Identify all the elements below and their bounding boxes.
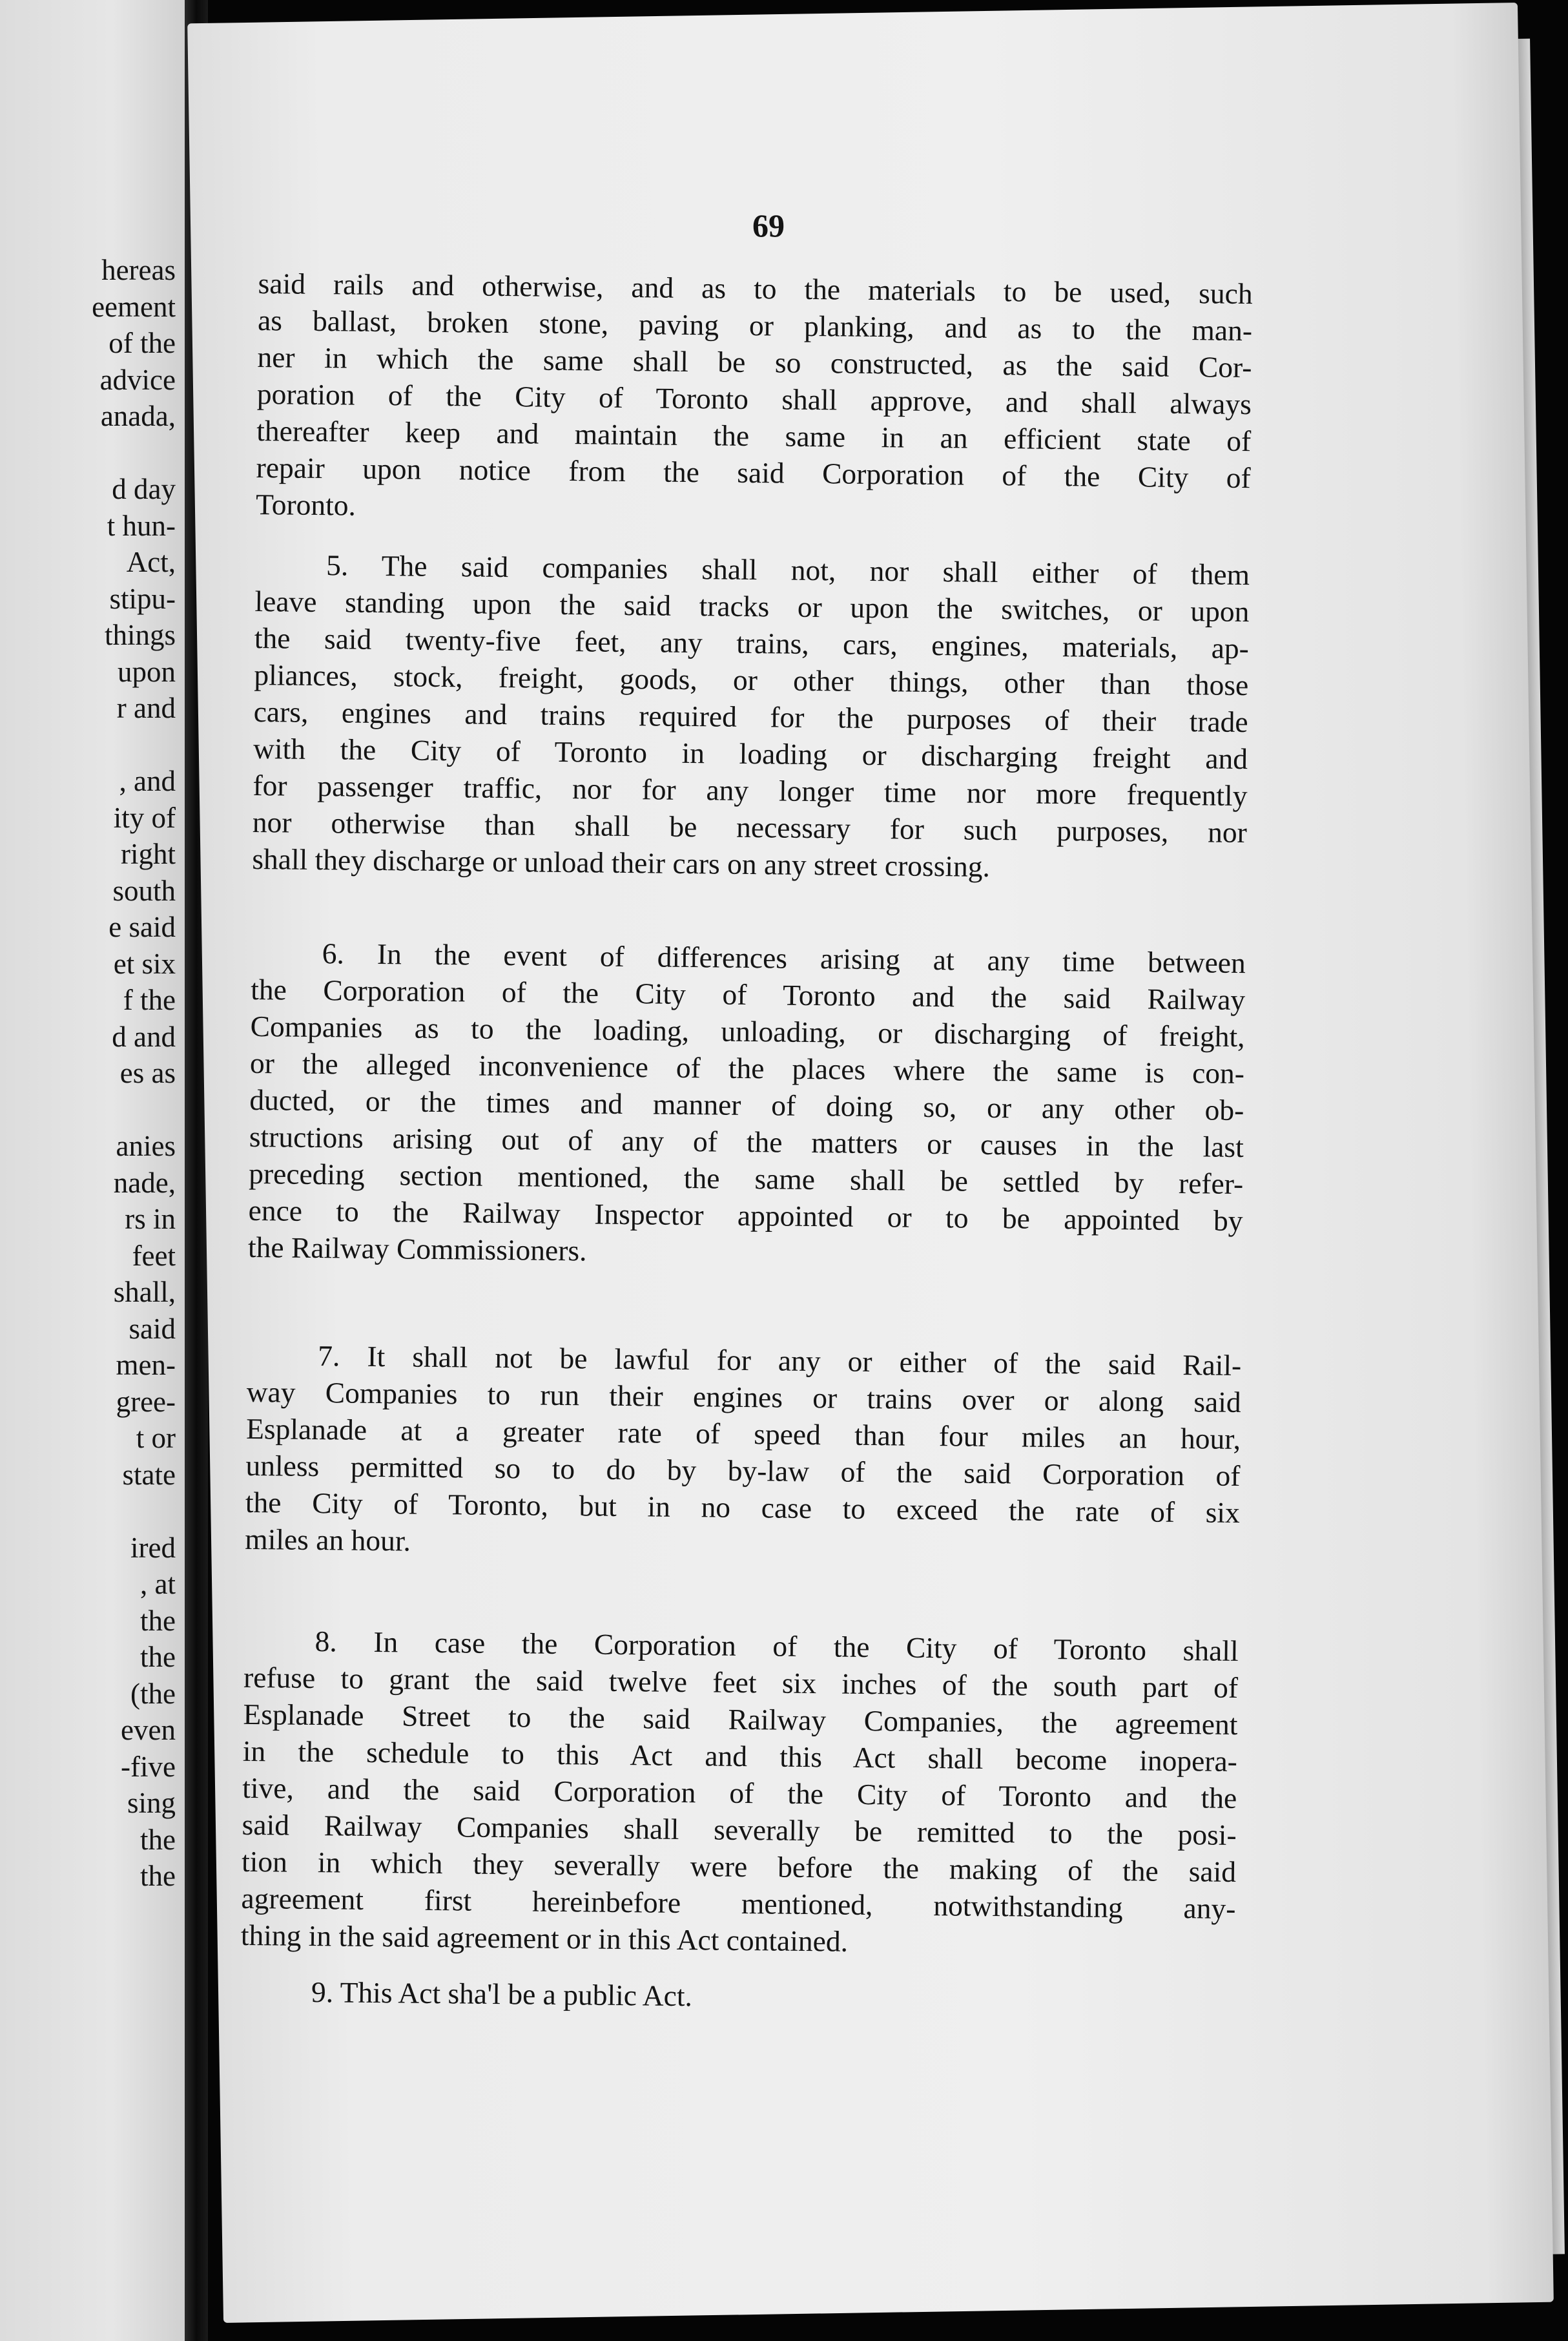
left-page-line: anada, xyxy=(100,400,176,432)
text-line: the said twenty-five feet, any trains, cars, engines, materials, ap- xyxy=(254,621,1250,665)
left-page-line: Act, xyxy=(126,546,176,578)
text-line: the Railway Commissioners. xyxy=(247,1230,587,1267)
page-number: 69 xyxy=(752,207,785,244)
left-page-line xyxy=(0,727,176,764)
left-page-line: shall, xyxy=(113,1276,176,1308)
text-line: 8. In case the Corporation of the City of Toronto shall xyxy=(315,1625,1239,1668)
left-page-line: things xyxy=(104,619,176,651)
text-line: 7. It shall not be lawful for any or either of the said Rail- xyxy=(318,1339,1242,1382)
left-page-line: (the xyxy=(130,1677,176,1710)
left-page-line: es as xyxy=(119,1057,176,1089)
text-line: said Railway Companies shall severally be remitted to the posi- xyxy=(242,1807,1237,1851)
left-page-line: feet xyxy=(132,1239,176,1272)
text-line: nor otherwise than shall be necessary for such purposes, nor xyxy=(252,805,1248,849)
text-line: the City of Toronto, but in no case to exceed the rate of six xyxy=(245,1485,1241,1530)
left-page-line: sing xyxy=(127,1787,176,1819)
left-page-line xyxy=(0,1092,176,1129)
text-line: for passenger traffic, nor for any longer time nor more frequently xyxy=(253,768,1248,813)
left-page-line: t hun- xyxy=(107,509,176,542)
text-line: agreement first hereinbefore mentioned, notwithstanding any- xyxy=(241,1881,1236,1925)
left-page-line: rs in xyxy=(125,1203,176,1235)
left-page-line: the xyxy=(140,1860,176,1892)
left-page-line: of the xyxy=(108,327,176,359)
text-line: thereafter keep and maintain the same in an efficient state of xyxy=(256,413,1252,458)
left-page-line: men- xyxy=(116,1349,176,1381)
text-line: Esplanade at a greater rate of speed than four miles an hour, xyxy=(245,1411,1241,1456)
text-line: as ballast, broken stone, paving or planking, and as to the man- xyxy=(257,303,1253,348)
left-page-line: gree- xyxy=(116,1385,176,1418)
left-page-line xyxy=(0,435,176,472)
text-line: 6. In the event of differences arising at any time between xyxy=(322,937,1246,980)
text-line: shall they discharge or unload their cars on any street crossing. xyxy=(252,842,991,883)
left-page-line: f the xyxy=(123,984,176,1016)
left-page-line: nade, xyxy=(113,1166,176,1199)
text-line: cars, engines and trains required for the purposes of their trade xyxy=(253,694,1248,739)
left-page-line: said xyxy=(129,1312,176,1345)
text-line: miles an hour. xyxy=(245,1522,411,1557)
text-line: the Corporation of the City of Toronto and the said Railway xyxy=(250,972,1246,1017)
text-line: ence to the Railway Inspector appointed or to be appointed by xyxy=(248,1193,1243,1238)
text-line: structions arising out of any of the matters or causes in the last xyxy=(249,1119,1244,1164)
section-7 xyxy=(245,1337,1241,1568)
text-line: preceding section mentioned, the same shall be settled by refer- xyxy=(249,1156,1244,1201)
text-line: 9. This Act sha'l be a public Act. xyxy=(311,1975,693,2013)
left-page-line: , at xyxy=(140,1568,176,1600)
left-page-line: right xyxy=(121,838,176,870)
left-page-line: advice xyxy=(99,363,176,396)
text-line: thing in the said agreement or in this Act contained. xyxy=(240,1918,849,1958)
text-line: leave standing upon the said tracks or upon the switches, or upon xyxy=(254,584,1250,629)
left-page-line: hereas xyxy=(101,254,176,286)
text-line: with the City of Toronto in loading or discharging freight and xyxy=(253,731,1248,776)
text-line: or the alleged inconvenience of the places where the same is con- xyxy=(249,1046,1245,1090)
left-page-line: , and xyxy=(119,765,176,797)
left-page-fragment xyxy=(0,0,187,2341)
left-page-line: eement xyxy=(92,290,176,323)
text-line: unless permitted so to do by by-law of the said Corporation of xyxy=(245,1448,1241,1493)
left-page-line: state xyxy=(122,1458,176,1491)
left-page-line: the xyxy=(140,1823,176,1856)
left-page-line: upon xyxy=(118,655,176,688)
left-page-line: t or xyxy=(136,1422,176,1454)
left-page-line xyxy=(0,1493,176,1530)
paragraph-continuation xyxy=(256,265,1253,533)
text-line: repair upon notice from the said Corporation of the City of xyxy=(256,450,1251,495)
left-page-line: anies xyxy=(116,1130,176,1162)
text-line: 5. The said companies shall not, nor shall either of them xyxy=(325,548,1250,592)
left-page-line: the xyxy=(140,1641,176,1673)
text-line: said rails and otherwise, and as to the materials to be used, such xyxy=(258,266,1253,311)
text-line: refuse to grant the said twelve feet six inches of the south part of xyxy=(243,1660,1239,1705)
left-page-line: et six xyxy=(113,947,176,980)
section-6 xyxy=(248,934,1246,1276)
left-page-line: even xyxy=(121,1714,176,1746)
text-line: tion in which they severally were before the making of the said xyxy=(241,1844,1237,1888)
text-line: pliances, stock, freight, goods, or other things, other than those xyxy=(254,658,1249,702)
left-page-line: stipu- xyxy=(109,582,176,615)
section-5 xyxy=(252,546,1250,888)
left-page-line: e said xyxy=(108,911,176,943)
page-body-text xyxy=(240,265,1253,2020)
text-line: ducted, or the times and manner of doing so, or any other ob- xyxy=(249,1083,1244,1127)
left-page-line: ity of xyxy=(113,801,176,834)
left-page-text xyxy=(0,252,176,1895)
left-page-line: r and xyxy=(116,692,176,724)
text-line: Esplanade Street to the said Railway Companies, the agreement xyxy=(243,1697,1238,1742)
text-line: Toronto. xyxy=(255,487,356,522)
left-page-line: -five xyxy=(121,1750,176,1783)
text-line: ner in which the same shall be so constructed, as the said Cor- xyxy=(257,340,1252,384)
left-page-line: the xyxy=(140,1604,176,1637)
section-8 xyxy=(241,1622,1239,1964)
left-page-line: ired xyxy=(130,1531,176,1564)
text-line: poration of the City of Toronto shall approve, and shall always xyxy=(256,377,1252,421)
left-page-line: south xyxy=(112,874,176,907)
text-line: tive, and the said Corporation of the City of Toronto and the xyxy=(242,1771,1237,1815)
left-page-line: d day xyxy=(112,473,176,505)
left-page-line: d and xyxy=(112,1020,176,1053)
text-line: way Companies to run their engines or trains over or along said xyxy=(246,1375,1241,1419)
text-line: Companies as to the loading, unloading, or discharging of freight, xyxy=(250,1009,1245,1054)
text-line: in the schedule to this Act and this Act shall become inopera- xyxy=(242,1734,1238,1778)
